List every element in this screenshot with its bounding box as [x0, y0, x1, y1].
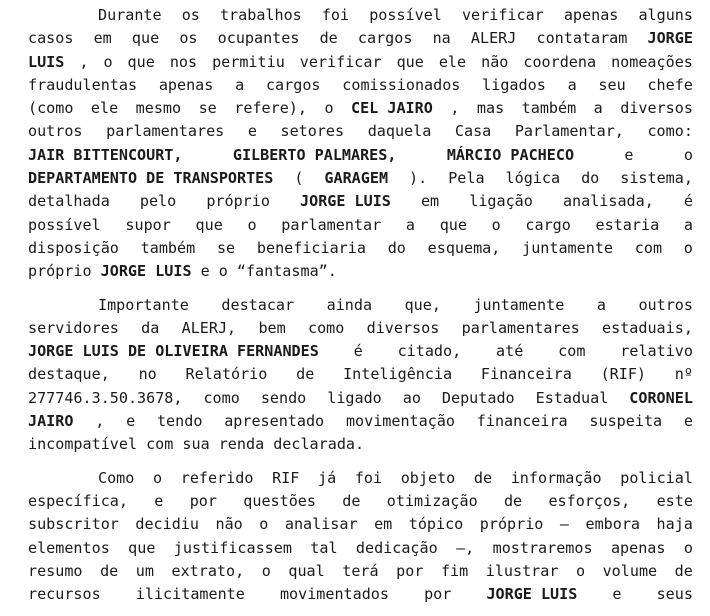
word: o [683, 538, 693, 557]
word: Estadual [535, 388, 609, 407]
word: financeira [476, 412, 568, 431]
word: que [127, 52, 155, 71]
word: não [481, 52, 509, 71]
bold-word: JAIRO [28, 412, 74, 431]
word: ele [90, 99, 119, 118]
word: cargos [357, 29, 413, 48]
paragraph [28, 4, 693, 284]
word: fim [440, 561, 469, 580]
word: o [683, 238, 693, 257]
word: supor [125, 215, 171, 234]
word: a [405, 215, 415, 234]
word: com [634, 238, 663, 257]
word: de [473, 468, 493, 487]
word: com [558, 342, 586, 361]
text-line [28, 410, 693, 433]
word: parlamentar [281, 215, 382, 234]
text-line [28, 74, 693, 97]
word: analisar [284, 515, 358, 534]
word: diversos [366, 318, 440, 337]
word: incompatível [28, 435, 138, 454]
text-line [28, 387, 693, 410]
word: subscritor [28, 515, 119, 534]
word: a [596, 295, 606, 314]
word: de [296, 365, 315, 384]
word: foi [321, 6, 350, 24]
text-line [28, 214, 693, 237]
word: nº [674, 365, 693, 384]
word: o [218, 262, 228, 281]
word: Importante [98, 295, 189, 314]
bold-word: JORGE [647, 29, 693, 48]
text-line [28, 260, 693, 283]
word: este [656, 491, 693, 510]
word: parlamentares [461, 318, 580, 337]
text-line [28, 167, 693, 190]
word: qual [288, 561, 325, 580]
word: embora [585, 515, 641, 534]
word: mesmo [135, 99, 182, 118]
word: a [567, 75, 577, 94]
text-line [28, 363, 693, 386]
text-line [28, 583, 693, 606]
word: sendo [260, 388, 307, 407]
text-line [28, 27, 693, 50]
word: ainda [326, 295, 373, 314]
word: de [503, 491, 523, 510]
word: em [420, 192, 440, 211]
word: o [153, 468, 163, 487]
word: , [95, 412, 105, 431]
word: coordena [523, 52, 597, 71]
text-line [28, 467, 693, 490]
word: parlamentares [106, 122, 225, 141]
word: sua [182, 435, 210, 454]
word: decidiu [135, 515, 199, 534]
word: também [140, 238, 196, 257]
word: Deputado [441, 388, 515, 407]
bold-word: CORONEL [629, 388, 693, 407]
word: dedicação [355, 538, 438, 557]
word: bem [258, 318, 286, 337]
paragraph [28, 294, 693, 457]
word: declarada. [273, 435, 365, 454]
word: ele [438, 52, 467, 71]
word: de [100, 561, 119, 580]
word: com [146, 435, 174, 454]
word: haja [656, 515, 693, 534]
word: ligado [327, 388, 382, 407]
word: próprio [206, 192, 270, 211]
word: Como [98, 468, 135, 487]
word: ao [402, 388, 421, 407]
word: beneficiaria [256, 238, 366, 257]
word: chefe [647, 75, 693, 94]
word: , [79, 52, 89, 71]
word: lógica [505, 169, 561, 188]
word: é [683, 192, 693, 211]
bold-word: LUIS [28, 52, 65, 71]
word: setores [280, 122, 345, 141]
word: e [154, 491, 164, 510]
word: que [195, 215, 223, 234]
bold-word: JAIR BITTENCOURT, [28, 145, 183, 164]
word: e [200, 262, 210, 281]
word: informação [510, 468, 602, 487]
bold-word: MÁRCIO PACHECO [446, 145, 575, 164]
word: sistema, [620, 169, 693, 188]
text-line [28, 560, 693, 583]
word: ALERJ [470, 29, 517, 48]
word: juntamente [473, 295, 565, 314]
word: por [424, 585, 452, 604]
word: tópico [408, 515, 464, 534]
word: e [247, 122, 257, 141]
word: ( [294, 169, 304, 188]
word: cargo [525, 215, 571, 234]
word: o [247, 215, 257, 234]
word: cargos [265, 75, 321, 94]
word: destaque, [28, 365, 110, 384]
word: por [189, 491, 217, 510]
word: o [683, 145, 693, 164]
word: questões [243, 491, 316, 510]
word: os [179, 29, 198, 48]
word: e [612, 585, 622, 604]
word: que [396, 52, 424, 71]
word: extrato, [171, 561, 245, 580]
word: citado, [397, 342, 462, 361]
word: RIF [272, 468, 300, 487]
word: mas [476, 99, 505, 118]
word: verificar [461, 6, 544, 24]
word: apresentado [224, 412, 325, 431]
text-line [28, 317, 693, 340]
word: apenas [158, 75, 214, 94]
word: foi [354, 468, 383, 487]
bold-word: GILBERTO PALMARES, [232, 145, 397, 164]
word: (RIF) [600, 365, 647, 384]
word: a [235, 75, 245, 94]
word: também [521, 99, 577, 118]
bold-word: CEL JAIRO [351, 99, 433, 118]
word: verificar [299, 52, 382, 71]
word: trabalhos [219, 6, 302, 24]
word: como: [647, 122, 693, 141]
word: o [491, 215, 501, 234]
word: Casa [454, 122, 492, 141]
bold-word: JORGE LUIS [486, 585, 578, 604]
word: mostraremos [492, 538, 593, 557]
word: 277746.3.50.3678, [28, 388, 183, 407]
word: o [575, 561, 586, 580]
word: tal [310, 538, 338, 557]
word: seu [598, 75, 626, 94]
word: e [624, 145, 634, 164]
bold-word: JORGE LUIS DE OLIVEIRA FERNANDES [28, 342, 319, 361]
text-line [28, 237, 693, 260]
word: diversos [620, 99, 693, 118]
word: de [674, 561, 693, 580]
word: como [203, 388, 240, 407]
word: nomeações [611, 52, 693, 71]
text-line [28, 294, 693, 317]
word: otimização [386, 491, 478, 510]
word: não [215, 515, 243, 534]
word: “fantasma”. [236, 262, 337, 281]
bold-word: JORGE LUIS [300, 192, 391, 211]
word: Pela [448, 169, 485, 188]
word: no [138, 365, 157, 384]
word: outros [28, 122, 83, 141]
word: permitiu [212, 52, 285, 71]
word: possível [369, 6, 442, 24]
word: relativo [620, 342, 693, 361]
word: a [593, 99, 603, 118]
bold-word: GARAGEM [324, 169, 389, 188]
word: renda [218, 435, 265, 454]
word: objeto [400, 468, 456, 487]
word: volume [602, 561, 658, 580]
word: o [259, 515, 269, 534]
word: se [216, 238, 236, 257]
word: ilustrar [485, 561, 559, 580]
word: que [131, 29, 160, 48]
word: estaduais, [602, 318, 693, 337]
document-body [28, 4, 693, 616]
text-line [28, 513, 693, 536]
word: daquela [367, 122, 432, 141]
word: – [559, 515, 569, 534]
word: esforços, [548, 491, 631, 510]
word: movimentados [279, 585, 389, 604]
text-line [28, 537, 693, 560]
word: específica, [28, 491, 128, 510]
word: pelo [139, 192, 177, 211]
word: ALERJ, [181, 318, 237, 337]
word: os [181, 6, 200, 24]
word: que, [404, 295, 441, 314]
word: ilicitamente [135, 585, 245, 604]
word: a [683, 215, 693, 234]
word: fraudulentas [28, 75, 138, 94]
word: se [198, 99, 217, 118]
word: de [342, 491, 361, 510]
text-line [28, 51, 693, 74]
word: movimentação [345, 412, 455, 431]
word: casos [28, 29, 74, 48]
word: destacar [221, 295, 295, 314]
word: apenas [610, 538, 666, 557]
word: um [135, 561, 154, 580]
word: seus [656, 585, 693, 604]
word: ligados [482, 75, 546, 94]
word: suspeita [589, 412, 663, 431]
word: o [103, 52, 113, 71]
word: estaria [595, 215, 660, 234]
word: na [432, 29, 451, 48]
word: como [307, 318, 345, 337]
word: em [93, 29, 112, 48]
word: alguns [638, 6, 693, 24]
word: Durante [98, 6, 162, 24]
text-line [28, 97, 693, 120]
word: terá [342, 561, 379, 580]
word: até [496, 342, 524, 361]
word: disposição [28, 238, 119, 257]
word: ocupantes [217, 29, 300, 48]
word: já [317, 468, 337, 487]
text-line [28, 4, 693, 27]
word: de [319, 29, 338, 48]
word: que [439, 215, 467, 234]
word: próprio [479, 515, 544, 534]
word: ligação [469, 192, 533, 211]
word: por [396, 561, 424, 580]
word: policial [620, 468, 693, 487]
word: esquema, [427, 238, 501, 257]
word: , [450, 99, 460, 118]
word: nos [169, 52, 198, 71]
word: que [128, 538, 156, 557]
text-line [28, 433, 693, 456]
word: é [353, 342, 363, 361]
paragraph [28, 467, 693, 607]
word: elementos [28, 538, 110, 557]
word: o [261, 561, 271, 580]
word: Relatório [185, 365, 268, 384]
word: ). [409, 169, 428, 188]
word: o [324, 99, 334, 118]
word: e [683, 412, 693, 431]
word: –, [456, 538, 475, 557]
word: comissionados [342, 75, 461, 94]
text-line [28, 190, 693, 213]
word: resumo [28, 561, 83, 580]
word: justificassem [173, 538, 292, 557]
text-line [28, 340, 693, 363]
word: Inteligência [343, 365, 453, 384]
word: (como [28, 99, 74, 118]
word: do [581, 169, 600, 188]
word: servidores [28, 318, 119, 337]
word: próprio [28, 262, 92, 281]
word: refere), [234, 99, 307, 118]
word: juntamente [522, 238, 613, 257]
word: em [374, 515, 393, 534]
word: recursos [28, 585, 101, 604]
text-line [28, 144, 693, 167]
word: Parlamentar, [514, 122, 624, 141]
word: possível [28, 215, 101, 234]
word: e [126, 412, 136, 431]
word: analisada, [562, 192, 654, 211]
word: contataram [536, 29, 628, 48]
word: da [141, 318, 160, 337]
word: referido [180, 468, 254, 487]
word: apenas [563, 6, 619, 24]
bold-word: DEPARTAMENTO DE TRANSPORTES [28, 169, 274, 188]
word: tendo [156, 412, 203, 431]
text-line [28, 490, 693, 513]
word: outros [638, 295, 693, 314]
word: Financeira [480, 365, 572, 384]
word: detalhada [28, 192, 110, 211]
text-line [28, 120, 693, 143]
bold-word: JORGE LUIS [100, 262, 192, 281]
word: do [387, 238, 406, 257]
